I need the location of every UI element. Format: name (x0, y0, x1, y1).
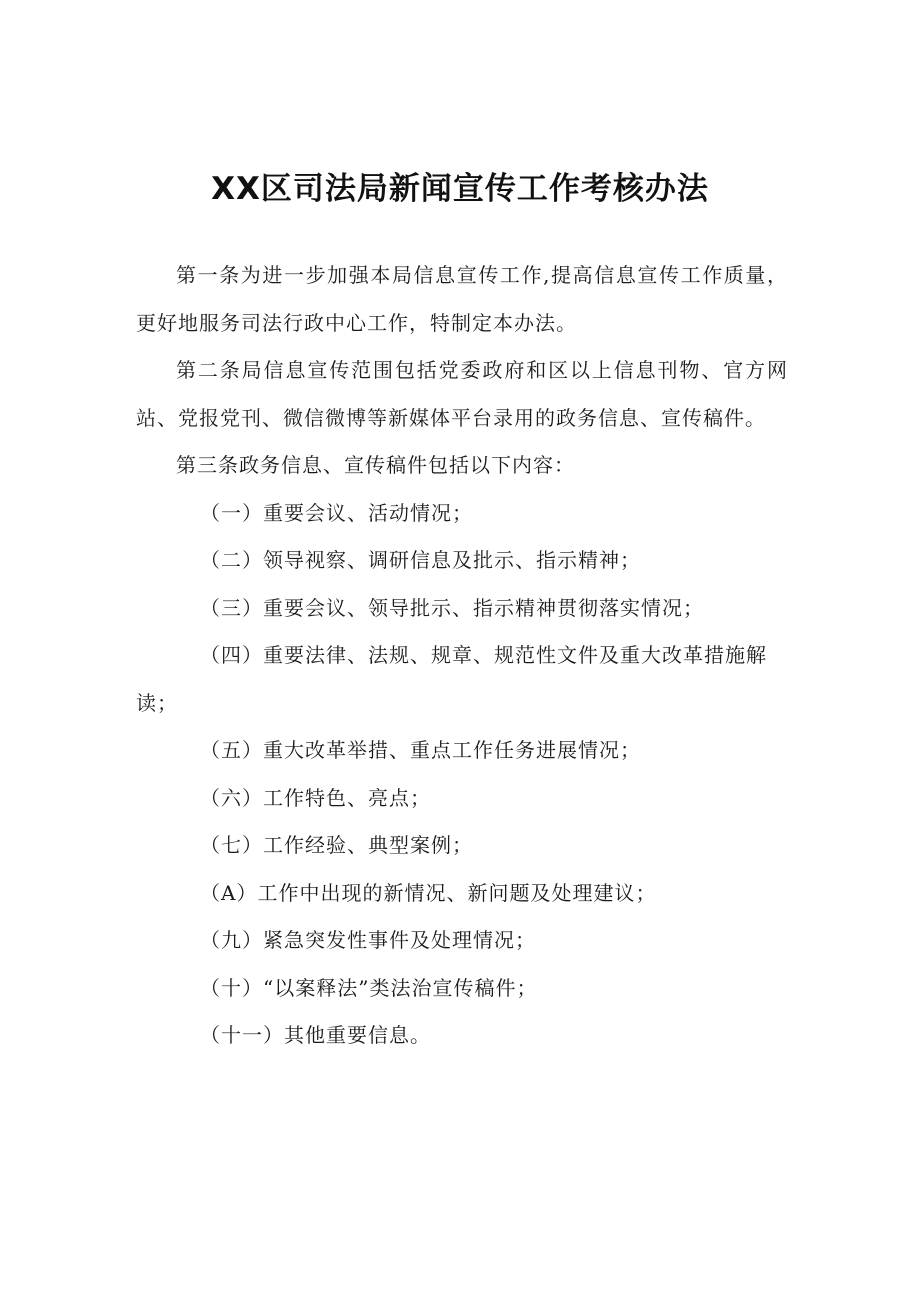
list-item-6: （六）工作特色、亮点； (200, 785, 431, 810)
list-item-7: （七）工作经验、典型案例； (200, 833, 473, 857)
list-item-5: （五）重大改革举措、重点工作任务进展情况； (200, 738, 641, 762)
list-item-3: （三）重要会议、领导批示、指示精神贯彻落实情况； (200, 595, 704, 620)
list-item-9: （九）紧急突发性事件及处理情况； (200, 928, 536, 952)
document-body (136, 252, 788, 1060)
document-title: XX区司法局新闻宣传工作考核办法 (211, 171, 709, 207)
article-3: 第三条政务信息、宣传稿件包括以下内容： (176, 453, 575, 477)
article-2: 第二条局信息宣传范围包括党委政府和区以上信息刊物、官方网站、党报党刊、微信微博等新媒体平台录用的政务信息、宣传稿件。 (136, 358, 788, 430)
list-item-11: （十一）其他重要信息。 (200, 1023, 431, 1047)
list-item-1: （一）重要会议、活动情况； (200, 500, 473, 525)
list-item-2: （二）领导视察、调研信息及批示、指示精神； (200, 548, 641, 572)
list-item-8: （A）工作中出现的新情况、新问题及处理建议； (200, 880, 657, 905)
article-1: 第一条为进一步加强本局信息宣传工作,提高信息宣传工作质量，更好地服务司法行政中心工作，特制定本办法。 (136, 263, 788, 335)
list-item-10: （十）“以案释法”类法治宣传稿件； (200, 975, 538, 1000)
list-item-4: （四）重要法律、法规、规章、规范性文件及重大改革措施解读； (136, 643, 767, 715)
